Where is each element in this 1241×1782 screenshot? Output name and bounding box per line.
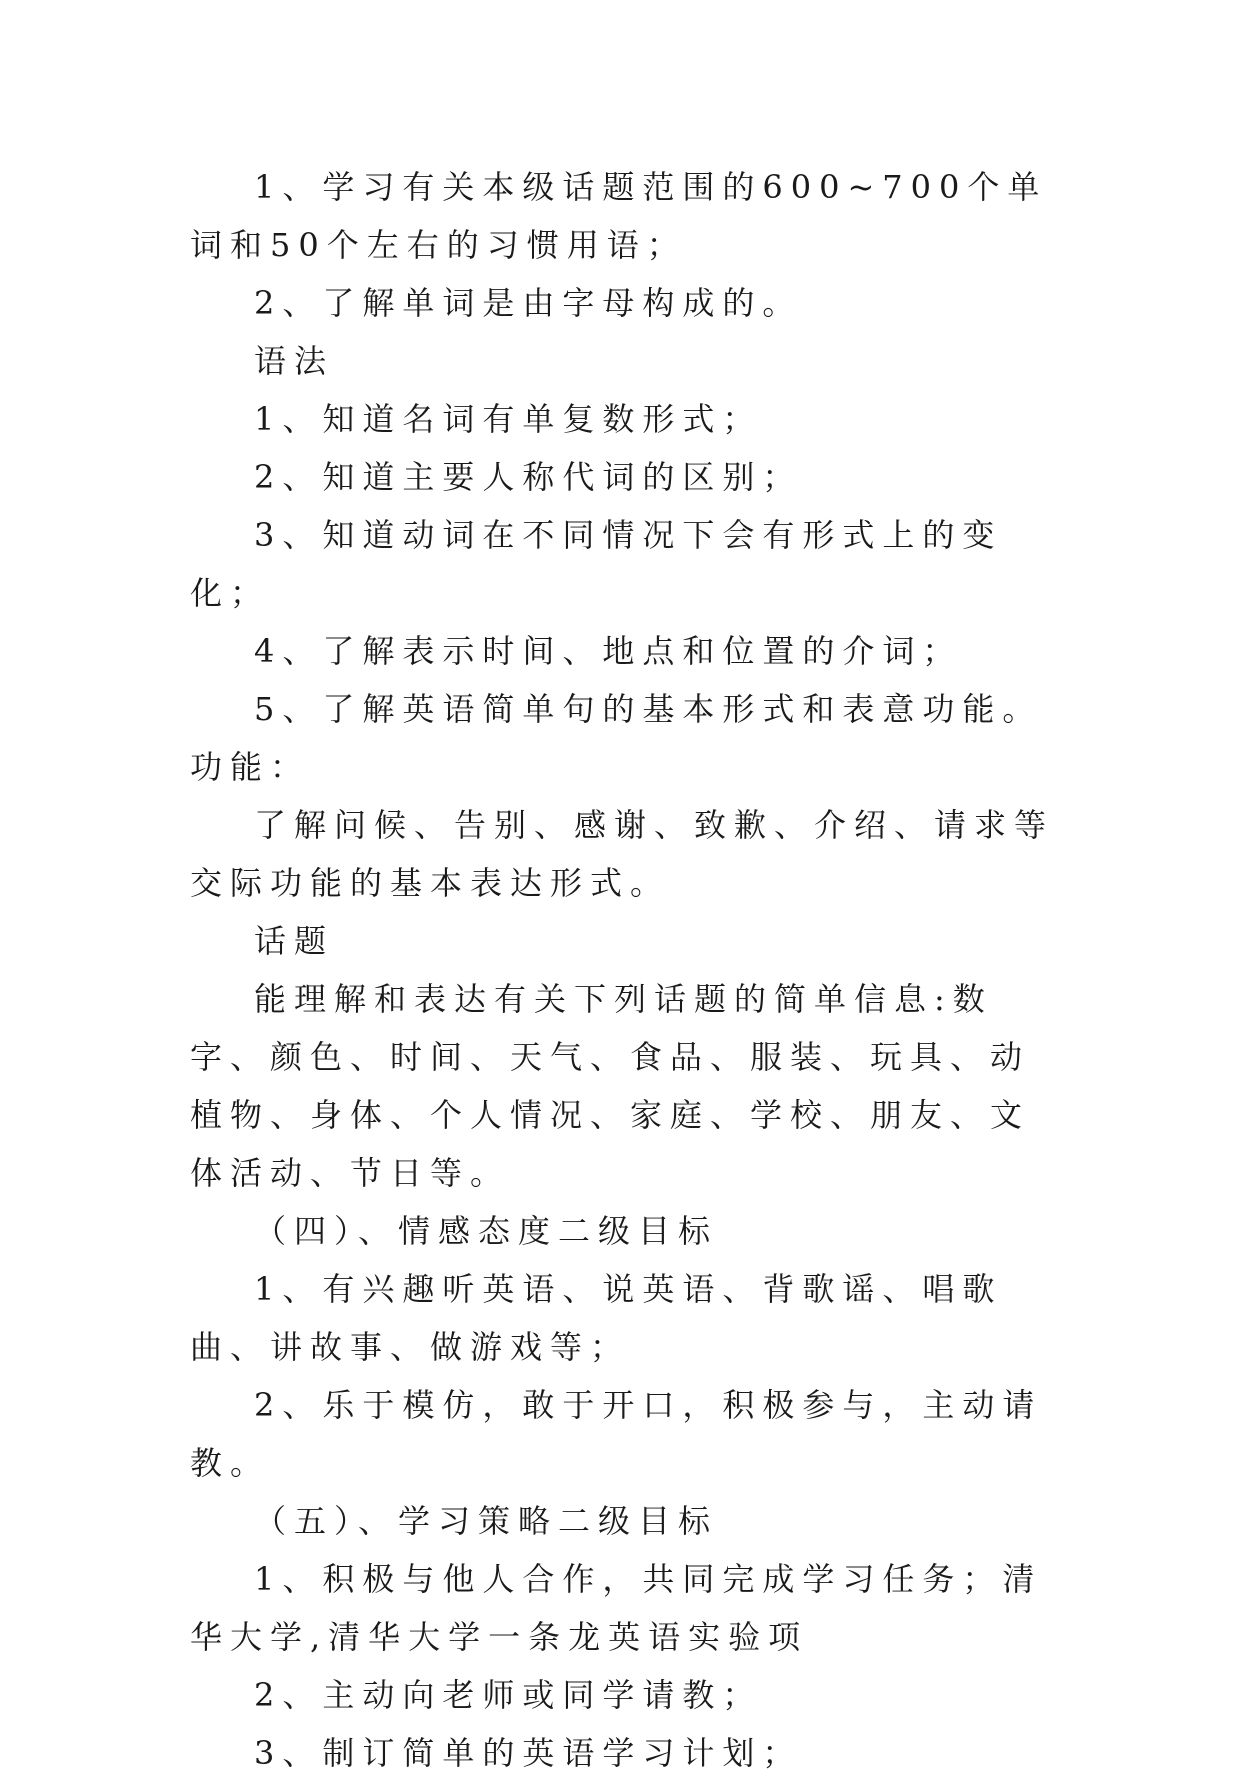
heading-grammar: 语法 <box>254 342 335 380</box>
heading-topic: 话题 <box>254 922 335 960</box>
paragraph-topic: 能理解和表达有关下列话题的简单信息:数字、颜色、时间、天气、食品、服装、玩具、动植物、身体、个人情况、家庭、学校、朋友、文体活动、节日等。 <box>190 980 1031 1192</box>
paragraph-grammar-4: 4、了解表示时间、地点和位置的介词； <box>254 632 963 670</box>
paragraph-grammar-5: 5、了解英语简单句的基本形式和表意功能。功能： <box>190 690 1043 786</box>
paragraph-affect-2: 2、乐于模仿，敢于开口，积极参与，主动请教。 <box>190 1386 1043 1482</box>
paragraph-vocabulary-2: 2、了解单词是由字母构成的。 <box>254 284 803 322</box>
heading-strategy-goals: （五）、学习策略二级目标 <box>254 1502 719 1540</box>
document-body <box>190 158 1060 1782</box>
paragraph-affect-1: 1、有兴趣听英语、说英语、背歌谣、唱歌曲、讲故事、做游戏等； <box>190 1270 1003 1366</box>
paragraph-vocabulary-1: 1、学习有关本级话题范围的600~700个单词和50个左右的习惯用语； <box>190 168 1048 264</box>
paragraph-function: 了解问候、告别、感谢、致歉、介绍、请求等交际功能的基本表达形式。 <box>190 806 1055 902</box>
paragraph-strategy-1: 1、积极与他人合作，共同完成学习任务；清华大学,清华大学一条龙英语实验项 <box>190 1560 1043 1656</box>
paragraph-grammar-2: 2、知道主要人称代词的区别； <box>254 458 803 496</box>
paragraph-grammar-3: 3、知道动词在不同情况下会有形式上的变化； <box>190 516 1003 612</box>
paragraph-strategy-3: 3、制订简单的英语学习计划； <box>254 1734 803 1772</box>
paragraph-grammar-1: 1、知道名词有单复数形式； <box>254 400 763 438</box>
paragraph-strategy-2: 2、主动向老师或同学请教； <box>254 1676 763 1714</box>
heading-affect-goals: （四）、情感态度二级目标 <box>254 1212 719 1250</box>
